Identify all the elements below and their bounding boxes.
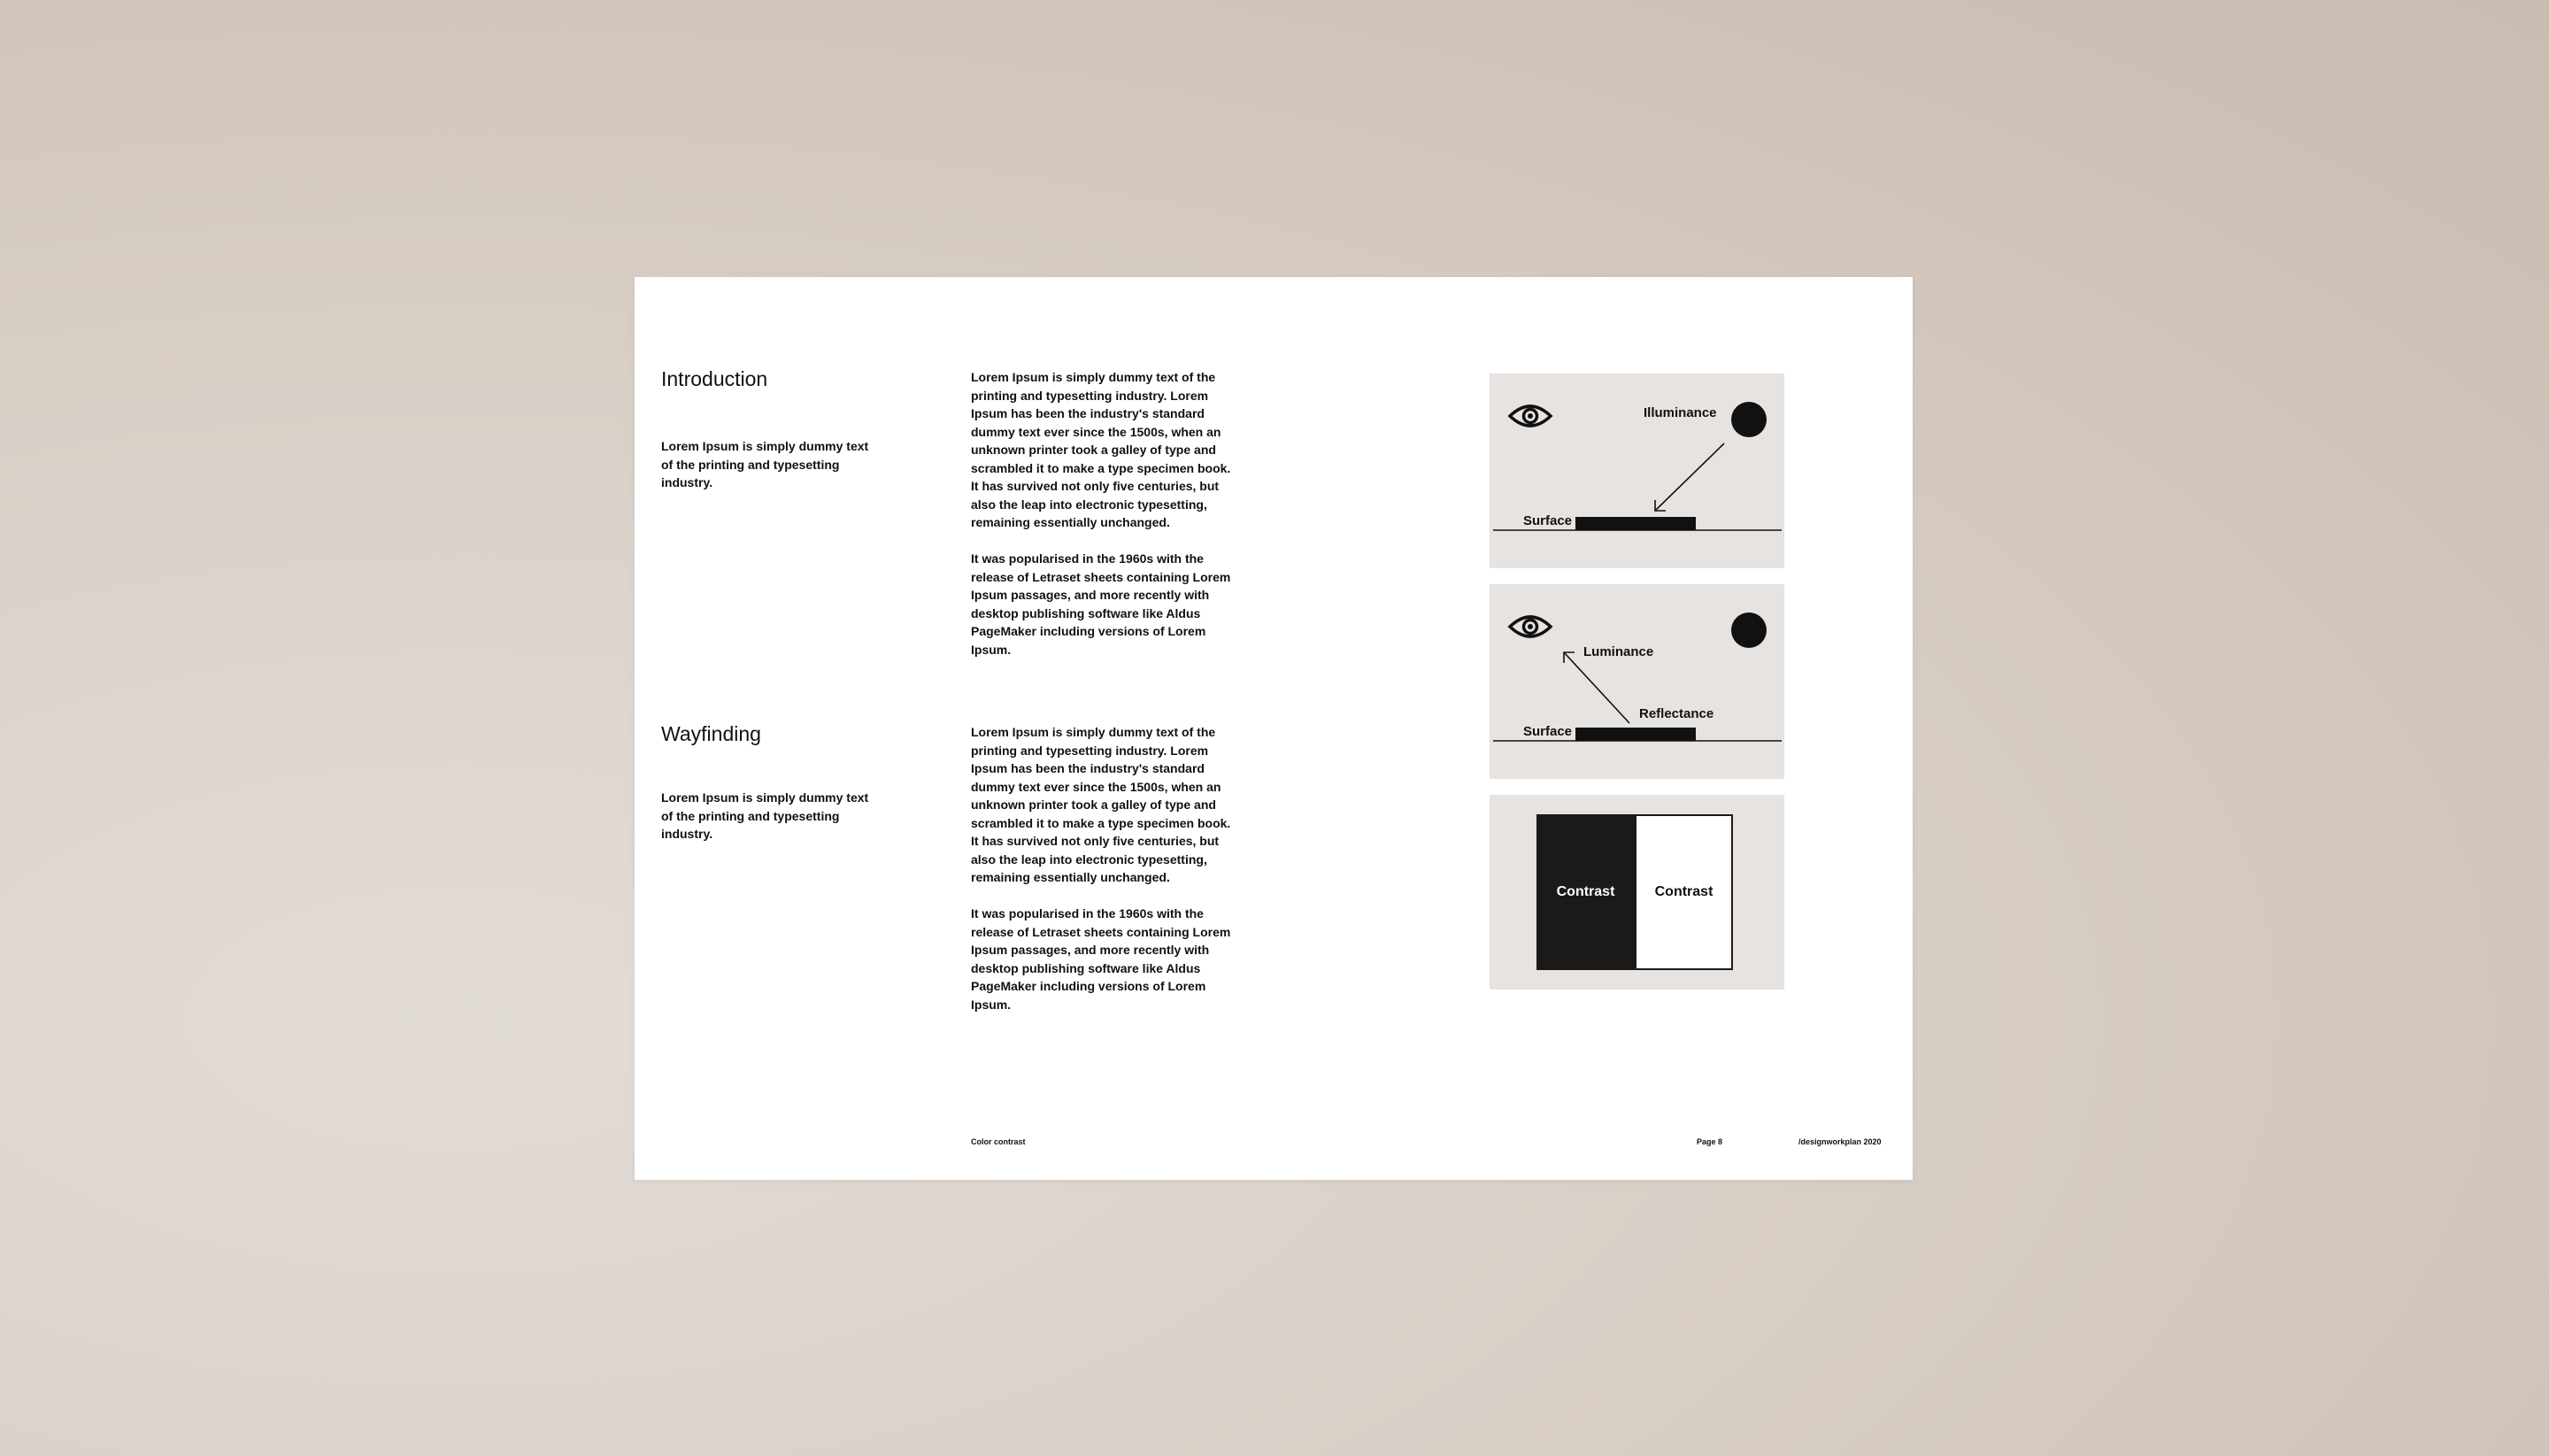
- section-body-introduction: [971, 368, 1236, 677]
- luminance-label: Luminance: [1583, 644, 1654, 659]
- eye-icon: [1510, 406, 1551, 426]
- reflected-light-arrow: [1564, 652, 1629, 723]
- surface-block: [1575, 517, 1696, 530]
- section-summary-wayfinding: Lorem Ipsum is simply dummy text of the printing and typesetting industry.: [661, 790, 869, 841]
- body-paragraph: Lorem Ipsum is simply dummy text of the printing and typesetting industry. Lorem Ipsum has been the industry's standard dummy text ever since the 1500s, when an unknown printer took a galley of type and scrambled it to make a type specimen book. It has survived not only five centuries, but also the leap into electronic typesetting, remaining essentially unchanged.: [971, 370, 1231, 529]
- contrast-dark-label: Contrast: [1556, 884, 1615, 899]
- section-body-wayfinding: [971, 723, 1236, 1032]
- contrast-light-box: [1635, 814, 1733, 970]
- illuminance-label: Illuminance: [1644, 405, 1717, 420]
- contrast-diagram: [1490, 795, 1784, 990]
- body-paragraph: It was popularised in the 1960s with the release of Letraset sheets containing Lorem Ipsum passages, and more recently with desktop publishing software like Aldus PageMaker including versions of Lorem Ipsum.: [971, 906, 1231, 1012]
- light-source-icon: [1731, 612, 1767, 648]
- body-paragraph: Lorem Ipsum is simply dummy text of the printing and typesetting industry. Lorem Ipsum has been the industry's standard dummy text ever since the 1500s, when an unknown printer took a galley of type and scrambled it to make a type specimen book. It has survived not only five centuries, but also the leap into electronic typesetting, remaining essentially unchanged.: [971, 725, 1231, 884]
- surface-label: Surface: [1523, 724, 1573, 739]
- document-page: [635, 277, 1913, 1180]
- footer-page-number: Page 8: [1697, 1137, 1723, 1146]
- contrast-light-label: Contrast: [1654, 884, 1713, 899]
- luminance-diagram-graphic: [1490, 584, 1784, 779]
- incident-light-arrow: [1655, 443, 1724, 511]
- light-source-icon: [1731, 402, 1767, 437]
- eye-icon: [1510, 617, 1551, 636]
- illuminance-diagram: [1490, 374, 1784, 568]
- section-heading-introduction: Introduction: [661, 367, 768, 390]
- illuminance-diagram-graphic: [1490, 374, 1784, 568]
- footer-brand: /designworkplan 2020: [1798, 1137, 1882, 1146]
- reflectance-label: Reflectance: [1639, 706, 1714, 721]
- body-paragraph: It was popularised in the 1960s with the release of Letraset sheets containing Lorem Ipsum passages, and more recently with desktop publishing software like Aldus PageMaker including versions of Lorem Ipsum.: [971, 551, 1231, 657]
- surface-block: [1575, 728, 1696, 741]
- luminance-diagram: [1490, 584, 1784, 779]
- contrast-dark-box: [1536, 814, 1635, 970]
- section-heading-wayfinding: Wayfinding: [661, 722, 761, 745]
- surface-label: Surface: [1523, 513, 1573, 528]
- section-summary-introduction: Lorem Ipsum is simply dummy text of the printing and typesetting industry.: [661, 439, 869, 489]
- footer-document-title: Color contrast: [971, 1137, 1026, 1146]
